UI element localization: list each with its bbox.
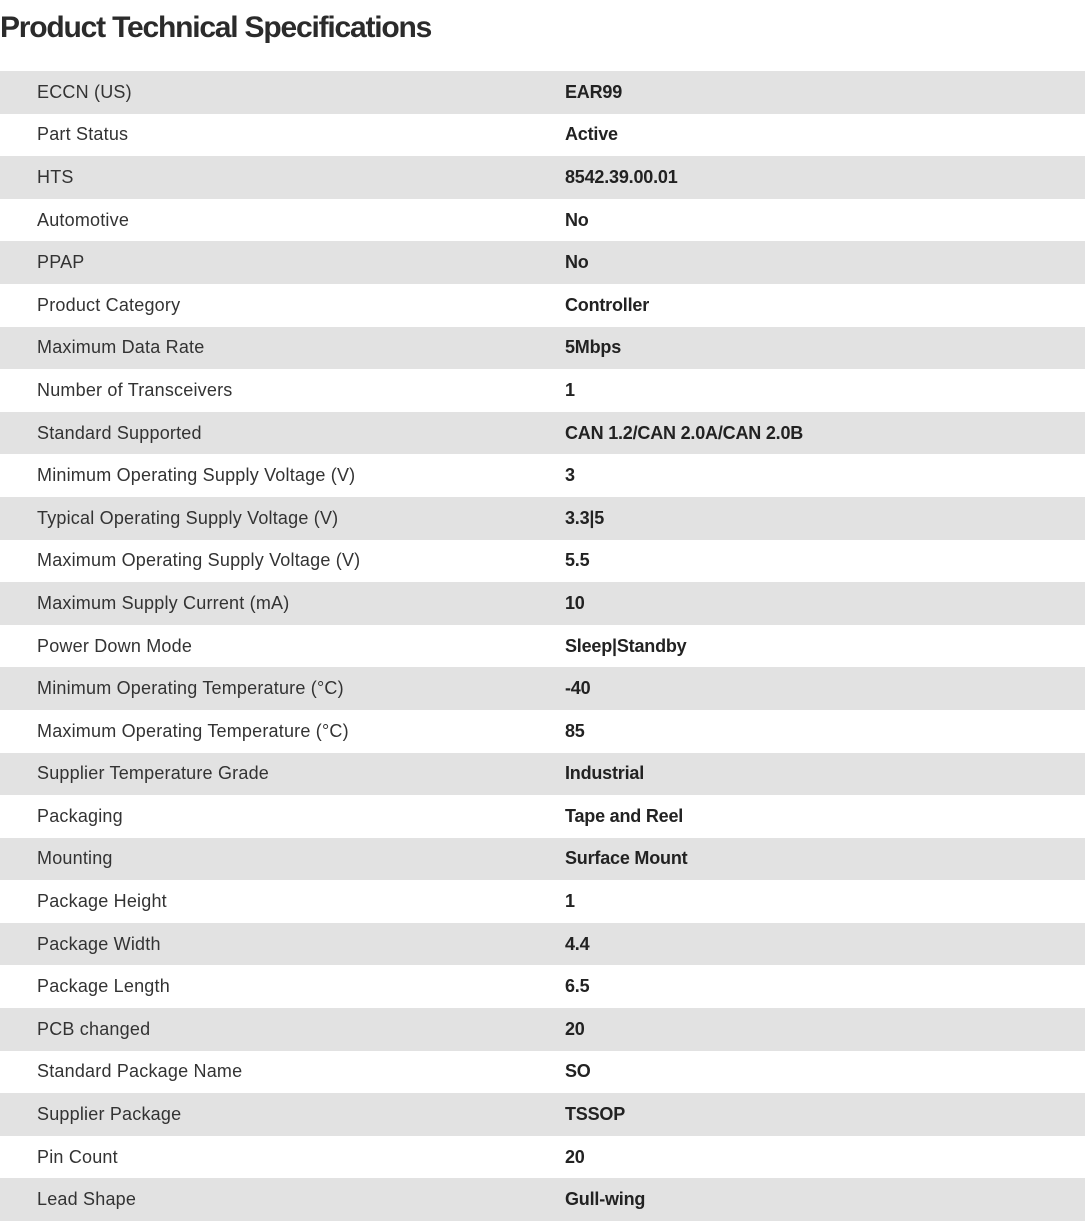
table-row [0, 114, 1085, 157]
spec-value: Sleep|Standby [565, 635, 687, 656]
spec-value: 8542.39.00.01 [565, 166, 678, 187]
spec-label: Mounting [37, 848, 113, 869]
spec-table [0, 71, 1085, 1221]
page-title: Product Technical Specifications [0, 11, 432, 44]
spec-label: Minimum Operating Temperature (°C) [37, 678, 344, 699]
spec-label: Package Height [37, 891, 167, 912]
table-row [0, 753, 1085, 796]
table-row [0, 284, 1085, 327]
spec-value: Gull-wing [565, 1189, 646, 1210]
table-row [0, 965, 1085, 1008]
spec-label: Number of Transceivers [37, 379, 233, 400]
spec-label: Maximum Operating Temperature (°C) [37, 720, 349, 741]
spec-label: Package Width [37, 933, 161, 954]
spec-value: 3 [565, 465, 575, 486]
spec-table-body [0, 71, 1085, 1221]
table-row [0, 454, 1085, 497]
spec-value: 20 [565, 1146, 585, 1167]
spec-label: Lead Shape [37, 1189, 137, 1210]
table-row [0, 540, 1085, 583]
table-row [0, 412, 1085, 455]
table-row [0, 923, 1085, 966]
spec-value: -40 [565, 678, 591, 699]
spec-value: 1 [565, 891, 575, 912]
spec-label: Supplier Temperature Grade [37, 763, 269, 784]
spec-label: Product Category [37, 294, 181, 315]
spec-label: Standard Supported [37, 422, 202, 443]
spec-value: Active [565, 124, 618, 145]
spec-label: HTS [37, 166, 74, 187]
spec-label: ECCN (US) [37, 81, 132, 102]
spec-value: TSSOP [565, 1104, 626, 1125]
table-row [0, 625, 1085, 668]
spec-value: EAR99 [565, 81, 623, 102]
spec-value: 1 [565, 379, 575, 400]
spec-label: PCB changed [37, 1018, 151, 1039]
spec-value: 85 [565, 720, 585, 741]
spec-label: Standard Package Name [37, 1061, 243, 1082]
spec-value: Industrial [565, 763, 645, 784]
table-row [0, 241, 1085, 284]
table-row [0, 71, 1085, 114]
table-row [0, 795, 1085, 838]
spec-label: Part Status [37, 124, 129, 145]
table-row [0, 1178, 1085, 1221]
spec-value: 20 [565, 1018, 585, 1039]
table-row [0, 327, 1085, 370]
spec-label: Pin Count [37, 1146, 118, 1167]
table-row [0, 497, 1085, 540]
table-row [0, 1093, 1085, 1136]
table-row [0, 1008, 1085, 1051]
table-row [0, 1136, 1085, 1179]
spec-label: Maximum Data Rate [37, 337, 205, 358]
spec-value: Tape and Reel [565, 805, 684, 826]
table-row [0, 369, 1085, 412]
table-row [0, 1051, 1085, 1094]
spec-value: 4.4 [565, 933, 590, 954]
spec-value: 3.3|5 [565, 507, 605, 528]
spec-label: Typical Operating Supply Voltage (V) [37, 507, 339, 528]
spec-label: Supplier Package [37, 1104, 182, 1125]
table-row [0, 710, 1085, 753]
spec-value: 5Mbps [565, 337, 622, 358]
spec-value: No [565, 209, 589, 230]
spec-label: Package Length [37, 976, 170, 997]
table-row [0, 667, 1085, 710]
spec-label: Packaging [37, 805, 123, 826]
spec-label: Power Down Mode [37, 635, 193, 656]
table-row [0, 156, 1085, 199]
spec-value: Controller [565, 294, 650, 315]
spec-label: Maximum Operating Supply Voltage (V) [37, 550, 361, 571]
table-row [0, 880, 1085, 923]
spec-value: SO [565, 1061, 591, 1082]
table-row [0, 582, 1085, 625]
spec-value: 6.5 [565, 976, 590, 997]
spec-value: 5.5 [565, 550, 590, 571]
spec-label: PPAP [37, 252, 85, 273]
spec-label: Maximum Supply Current (mA) [37, 592, 290, 613]
spec-value: 10 [565, 592, 585, 613]
spec-value: CAN 1.2/CAN 2.0A/CAN 2.0B [565, 422, 804, 443]
spec-label: Minimum Operating Supply Voltage (V) [37, 465, 356, 486]
spec-label: Automotive [37, 209, 130, 230]
table-row [0, 199, 1085, 242]
table-row [0, 838, 1085, 881]
spec-value: Surface Mount [565, 848, 688, 869]
spec-value: No [565, 252, 589, 273]
